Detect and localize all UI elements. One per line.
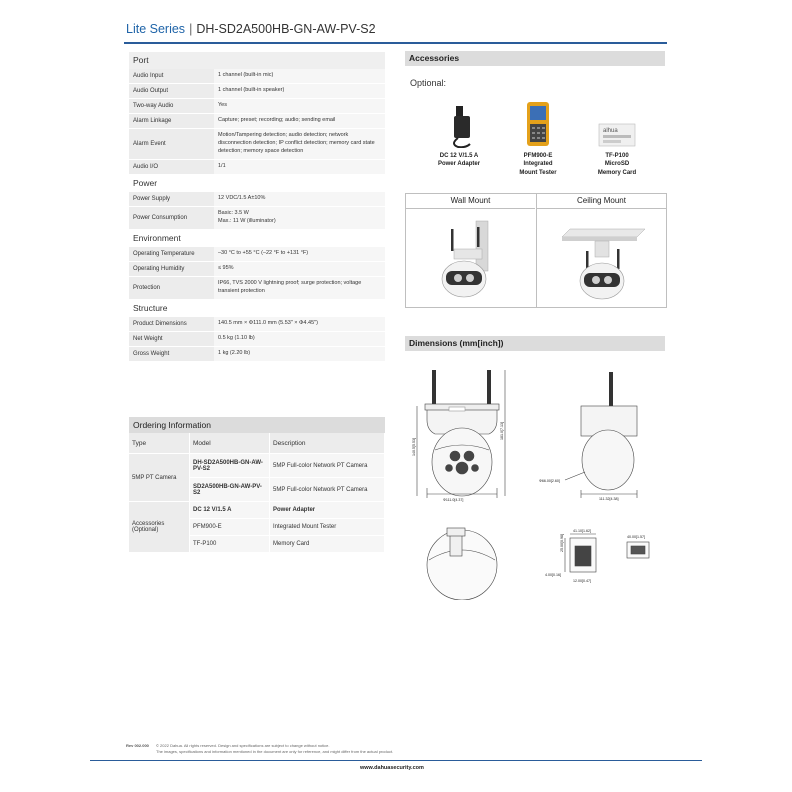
ordering-title: Ordering Information bbox=[129, 417, 385, 433]
spec-value: 12 VDC/1.5 A±10% bbox=[214, 192, 385, 206]
desc-cell: 5MP Full-color Network PT Camera bbox=[270, 454, 385, 478]
spec-value: Basic: 3.5 W Max.: 11 W (illuminator) bbox=[214, 207, 385, 229]
ceiling-mount-label: Ceiling Mount bbox=[537, 194, 666, 209]
spec-value: 1 channel (built-in mic) bbox=[214, 69, 385, 83]
col-type: Type bbox=[129, 433, 190, 454]
dimension-drawing bbox=[405, 360, 667, 600]
ordering-information bbox=[129, 417, 385, 553]
dim-label: Φ111.0[4.37] bbox=[443, 498, 464, 502]
dim-label: 111.32[4.38] bbox=[599, 497, 619, 501]
ordering-header-row bbox=[129, 433, 385, 454]
spec-value: IP66, TVS 2000 V lightning proof; surge protection; voltage transient protection bbox=[214, 277, 385, 299]
spec-key: Operating Humidity bbox=[129, 262, 214, 276]
spec-key: Two-way Audio bbox=[129, 99, 214, 113]
dim-label: 181.0[7.13] bbox=[500, 422, 504, 440]
section-title-port: Port bbox=[129, 52, 385, 69]
spec-key: Alarm Linkage bbox=[129, 114, 214, 128]
mounts-box bbox=[405, 193, 667, 308]
spec-key: Net Weight bbox=[129, 332, 214, 346]
type-cell: 5MP PT Camera bbox=[129, 454, 190, 502]
spec-value: 1 kg (2.20 lb) bbox=[214, 347, 385, 361]
dim-label: Φ66.00[2.60] bbox=[539, 479, 560, 483]
spec-key: Protection bbox=[129, 277, 214, 299]
spec-value: –30 °C to +55 °C (–22 °F to +131 °F) bbox=[214, 247, 385, 261]
spec-row bbox=[129, 129, 385, 160]
footer-rule bbox=[90, 760, 702, 761]
spec-value: Capture; preset; recording; audio; sending email bbox=[214, 114, 385, 128]
spec-row bbox=[129, 160, 385, 175]
dim-label: 41.10[1.62] bbox=[573, 529, 591, 533]
spec-key: Power Consumption bbox=[129, 207, 214, 229]
desc-cell: Memory Card bbox=[270, 536, 385, 553]
accessory-line2: MicroSD bbox=[604, 161, 630, 168]
spec-key: Audio I/O bbox=[129, 160, 214, 174]
model-cell: TF-P100 bbox=[190, 536, 270, 553]
accessories-title: Accessories bbox=[405, 51, 665, 66]
ceiling-mount-image bbox=[537, 209, 666, 307]
header-rule bbox=[124, 42, 667, 44]
section-title-structure: Structure bbox=[133, 302, 168, 313]
spec-key: Operating Temperature bbox=[129, 247, 214, 261]
header-separator: | bbox=[189, 22, 193, 36]
spec-row bbox=[129, 262, 385, 277]
accessory-line1: PFM900-E bbox=[523, 153, 553, 159]
spec-key: Product Dimensions bbox=[129, 317, 214, 331]
ceiling-mount bbox=[536, 194, 666, 307]
spec-value: 1/1 bbox=[214, 160, 385, 174]
wall-mount-image bbox=[406, 209, 535, 307]
desc-cell: 5MP Full-color Network PT Camera bbox=[270, 478, 385, 502]
ordering-table bbox=[129, 433, 385, 553]
spec-value: Motion/Tampering detection; audio detection; network disconnection detection; IP conflict detection; memory card state detection; memory space detection bbox=[214, 129, 385, 159]
mount-tester-icon bbox=[503, 100, 573, 148]
revision: Rev 002.000 bbox=[126, 743, 149, 748]
accessory-line1: DC 12 V/1.5 A bbox=[439, 153, 479, 159]
dim-label: 4.00[0.16] bbox=[545, 573, 561, 577]
spec-row bbox=[129, 317, 385, 332]
model-cell: PFM900-E bbox=[190, 519, 270, 536]
accessory-line3: Mount Tester bbox=[519, 169, 557, 176]
desc-cell: Integrated Mount Tester bbox=[270, 519, 385, 536]
model-cell: DC 12 V/1.5 A bbox=[190, 502, 270, 519]
series-name: Lite Series bbox=[126, 22, 186, 36]
col-desc: Description bbox=[270, 433, 385, 454]
accessory-line3: Memory Card bbox=[597, 169, 637, 176]
spec-value: Yes bbox=[214, 99, 385, 113]
dim-label: 40.00[1.57] bbox=[627, 535, 645, 539]
model-cell: SD2A500HB-GN-AW-PV-S2 bbox=[190, 478, 270, 502]
model-cell: DH-SD2A500HB-GN-AW-PV-S2 bbox=[190, 454, 270, 478]
dim-label: 140.5[5.53] bbox=[412, 438, 416, 456]
section-title-power: Power bbox=[133, 177, 158, 188]
accessory-line2: Power Adapter bbox=[437, 161, 481, 168]
website-link[interactable]: www.dahuasecurity.com bbox=[360, 765, 424, 771]
page-header bbox=[126, 22, 376, 36]
spec-row bbox=[129, 347, 385, 362]
spec-key: Alarm Event bbox=[129, 129, 214, 159]
spec-row bbox=[129, 192, 385, 207]
footer-line1: © 2022 Dahua. All rights reserved. Design and specifications are subject to change without notice. bbox=[156, 743, 330, 748]
model-name: DH-SD2A500HB-GN-AW-PV-S2 bbox=[196, 22, 376, 36]
accessory-line1: TF-P100 bbox=[605, 153, 629, 159]
dim-label: 12.00[0.47] bbox=[573, 579, 591, 583]
spec-row bbox=[129, 69, 385, 84]
spec-key: Power Supply bbox=[129, 192, 214, 206]
spec-value: 0.5 kg (1.10 lb) bbox=[214, 332, 385, 346]
table-row bbox=[129, 502, 385, 519]
spec-row bbox=[129, 207, 385, 230]
section-title-environment: Environment bbox=[133, 232, 181, 243]
accessory-mount-tester bbox=[503, 100, 573, 177]
memory-card-icon bbox=[582, 100, 652, 148]
desc-cell: Power Adapter bbox=[270, 502, 385, 519]
wall-mount bbox=[406, 194, 535, 307]
footer-disclaimer bbox=[156, 743, 456, 754]
optional-label: Optional: bbox=[410, 78, 447, 88]
spec-value: 140.5 mm × Φ111.0 mm (5.53" × Φ4.45") bbox=[214, 317, 385, 331]
spec-row bbox=[129, 114, 385, 129]
dimensions-title: Dimensions (mm[inch]) bbox=[405, 336, 665, 351]
spec-row bbox=[129, 84, 385, 99]
spec-key: Audio Output bbox=[129, 84, 214, 98]
spec-row bbox=[129, 99, 385, 114]
accessory-memory-card bbox=[582, 100, 652, 177]
card-brand: alhua bbox=[603, 128, 618, 134]
accessory-power-adapter bbox=[424, 100, 494, 169]
spec-row bbox=[129, 247, 385, 262]
table-row bbox=[129, 454, 385, 478]
spec-value: ≤ 95% bbox=[214, 262, 385, 276]
accessory-line2: Integrated bbox=[523, 161, 553, 168]
footer-line2: The images, specifications and information mentioned in the document are only for reference, and might differ from the actual product. bbox=[156, 748, 394, 754]
power-adapter-icon bbox=[424, 100, 494, 148]
spec-key: Gross Weight bbox=[129, 347, 214, 361]
dim-label: 25.00[0.98] bbox=[560, 534, 564, 552]
spec-row bbox=[129, 332, 385, 347]
spec-row bbox=[129, 277, 385, 300]
spec-key: Audio Input bbox=[129, 69, 214, 83]
spec-table bbox=[129, 52, 385, 362]
spec-value: 1 channel (built-in speaker) bbox=[214, 84, 385, 98]
type-cell: Accessories (Optional) bbox=[129, 502, 190, 553]
col-model: Model bbox=[190, 433, 270, 454]
wall-mount-label: Wall Mount bbox=[406, 194, 535, 209]
